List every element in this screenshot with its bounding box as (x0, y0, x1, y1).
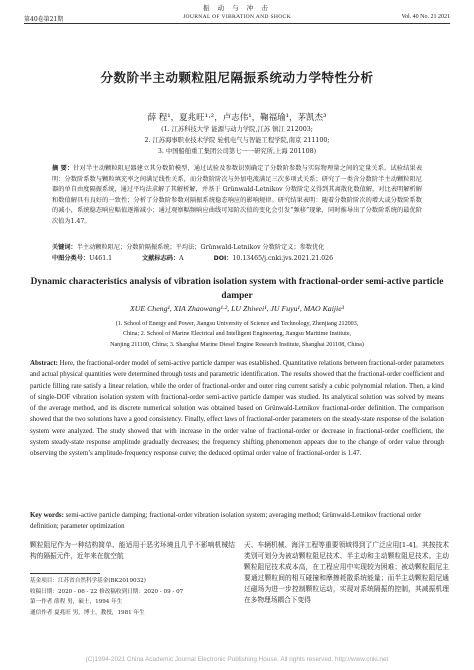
affiliation-cn-3: 3. 中国船舶重工集团公司第七一一研究所,上海 201108) (157, 148, 317, 155)
affiliation-cn-1: (1. 江苏科技大学 能源与动力学院,江苏 镇江 212003; (161, 126, 313, 133)
abstract-en (30, 358, 444, 460)
authors-cn: 薛 程¹，夏兆旺¹·²，卢志伟¹，鞠福瑜¹，茅凯杰³ (147, 113, 327, 123)
keywords-en-label: Key words: (30, 512, 64, 519)
doi-block (214, 255, 347, 262)
title-en: Dynamic characteristics analysis of vibration isolation system with fractional-order semi-active particle damper (30, 277, 444, 301)
header-rule (24, 23, 450, 24)
doc-code-block (142, 255, 198, 262)
affiliation-en-3: Nanjing 211100, China; 3. Shanghai Marine Diesel Engine Research Institute, Shanghai 201108, China) (110, 342, 364, 348)
keywords-en-text: semi-active particle damping; fractional-order vibration isolation system; averaging method; Grünwald-Letnikov fractional order definition; parameter optimization (30, 512, 422, 531)
journal-name-cn: 振 动 与 冲 击 (203, 4, 271, 12)
journal-name-en: JOURNAL OF VIBRATION AND SHOCK (183, 14, 291, 20)
doi-value: 10.13465/j.cnki.jvs.2021.21.026 (232, 255, 334, 262)
journal-header (24, 3, 450, 27)
doc-code-label: 文献标志码： (142, 255, 180, 262)
doc-code-value: A (179, 255, 184, 262)
keywords-cn-label: 关键词： (52, 244, 77, 251)
issue-cn: 第40卷第21期 (24, 16, 64, 23)
keywords-cn (52, 242, 422, 251)
authors-en: XUE Cheng¹, XIA Zhaowang¹·², LU Zhiwei¹, JU Fuyu¹, MAO Kaijie³ (130, 304, 344, 313)
abstract-en-label: Abstract: (30, 360, 58, 367)
title-cn: 分数阶半主动颗粒阻尼隔振系统动力学特性分析 (100, 70, 374, 85)
classification-line (52, 253, 422, 262)
footnote-rule (30, 573, 100, 574)
affiliation-en-2: China; 2. School of Marine Electrical and Intelligent Engineering, Jiangsu Maritime Institute, (122, 331, 352, 337)
keywords-en (30, 510, 444, 533)
affiliation-cn-2: 2. 江苏海事职业技术学院 轮机电气与智能工程学院,南京 211100; (144, 137, 330, 144)
footnote-fund: 基金项目：江苏省自然科学基金(BK2019032) (30, 578, 146, 584)
clc-value: U461.1 (89, 255, 113, 262)
issue-en: Vol. 40 No. 21 2021 (401, 14, 450, 20)
body-column-right: 天、车辆机械、海洋工程等重要领域得到了广泛应用[1-4]。其按技术类别可划分为被动颗粒阻尼技术、半主动和主动颗粒阻尼技术。主动颗粒阻尼技术成本高，在工程应用中实现较为困难；被动颗粒阻尼主要通过颗粒间的相互碰撞和摩擦耗散系统能量；而半主动颗粒阻尼通过磁场为进一步控制颗粒运动，实现对系统隔振的控制，其减振机理在多物理场耦合下变得 (244, 541, 449, 604)
abstract-en-text: Here, the fractional-order model of semi-active particle damper was established. Quantitative relations between fractional-order parameters and actual physical quantities were determined through tests and parametric identification. The results showed that the fractional-order coefficient and particle filling rate satisfy a linear relation, while the order of fractional-order and outer ring current satisfy a cubic polynomial relation. Then, a kind of single-DOF vibration isolation system with fractional-order semi-active particle damper was studied. Its analytical solution was solved by means of the average method, and its discrete numerical solution was obtained based on Grünwald-Letnikov fractional-order definition. The comparison showed that the two solutions have a good consistency. Finally, effect laws of fractional-order parameters on the steady-state response of the isolation system were analyzed. The study showed that with increase in the order value of fractional-order or decrease in fractional-order coefficient, the system steady-state response amplitude gradually decreases; the frequency shifting phenomenon appears due to the change of order value through observing the system’s amplitude-frequency response curve; the deduced optimal order value of fractional-order is 1.47. (30, 360, 444, 458)
footnote-dates: 收稿日期：2020 - 06 - 22 修改稿收到日期：2020 - 09 - 07 (30, 588, 184, 595)
body-column-left: 颗粒阻尼作为一种结构简单、能适用于恶劣环境且几乎不影响机械结构的隔振元件，近年来在航空航 (30, 541, 235, 560)
abstract-cn-text: 针对半主动颗粒阻尼器建立其分数阶模型，通过试验及参数识别确定了分数阶参数与实际物理量之间的定量关系。试验结果表明：分数阶系数与颗粒填充率之间满足线性关系，而分数阶阶次与外加电流满足三次多项式关系；研究了一类含分数阶半主动颗粒阻尼器的单自由度隔振系统，通过平均法求解了其解析解，并基于 Grünwald-Letnikov 分数阶定义得到其离散化数值解，对比表明解析解和数值解具有良好的一致性；分析了分数阶参数对隔振系统稳态响应的影响规律。研究结果表明：随着分数阶阶次的增大或分数阶系数的减小，系统稳态响应幅值逐渐减小；通过观察幅频响应曲线可知阶次值的变化会引发“频移”现象，同时推导出了分数阶系统的最优阶次值为1.47。 (52, 165, 423, 225)
footnote-corresponding-author: 通信作者 夏兆旺 男，博士，教授，1981 年生 (30, 609, 145, 616)
affiliation-en-1: (1. School of Energy and Power, Jiangsu University of Science and Technology, Zhenjiang 212003, (115, 321, 359, 327)
footnotes (30, 576, 235, 618)
clc-block (52, 255, 126, 262)
abstract-cn (52, 164, 422, 227)
keywords-cn-text: 半主动颗粒阻尼；分数阶隔振系统；平均法；Grünwald-Letnikov 分数阶定义；参数优化 (76, 244, 325, 251)
footnote-first-author: 第一作者 薛程 男，硕士，1994 年生 (30, 599, 123, 605)
clc-label: 中图分类号： (52, 255, 90, 262)
abstract-cn-label: 摘 要： (52, 165, 74, 172)
copyright-footer: (C)1994-2021 China Academic Journal Electronic Publishing House. All rights reserved. http://www.cnki.net (85, 656, 389, 663)
doi-label: DOI： (213, 255, 233, 262)
